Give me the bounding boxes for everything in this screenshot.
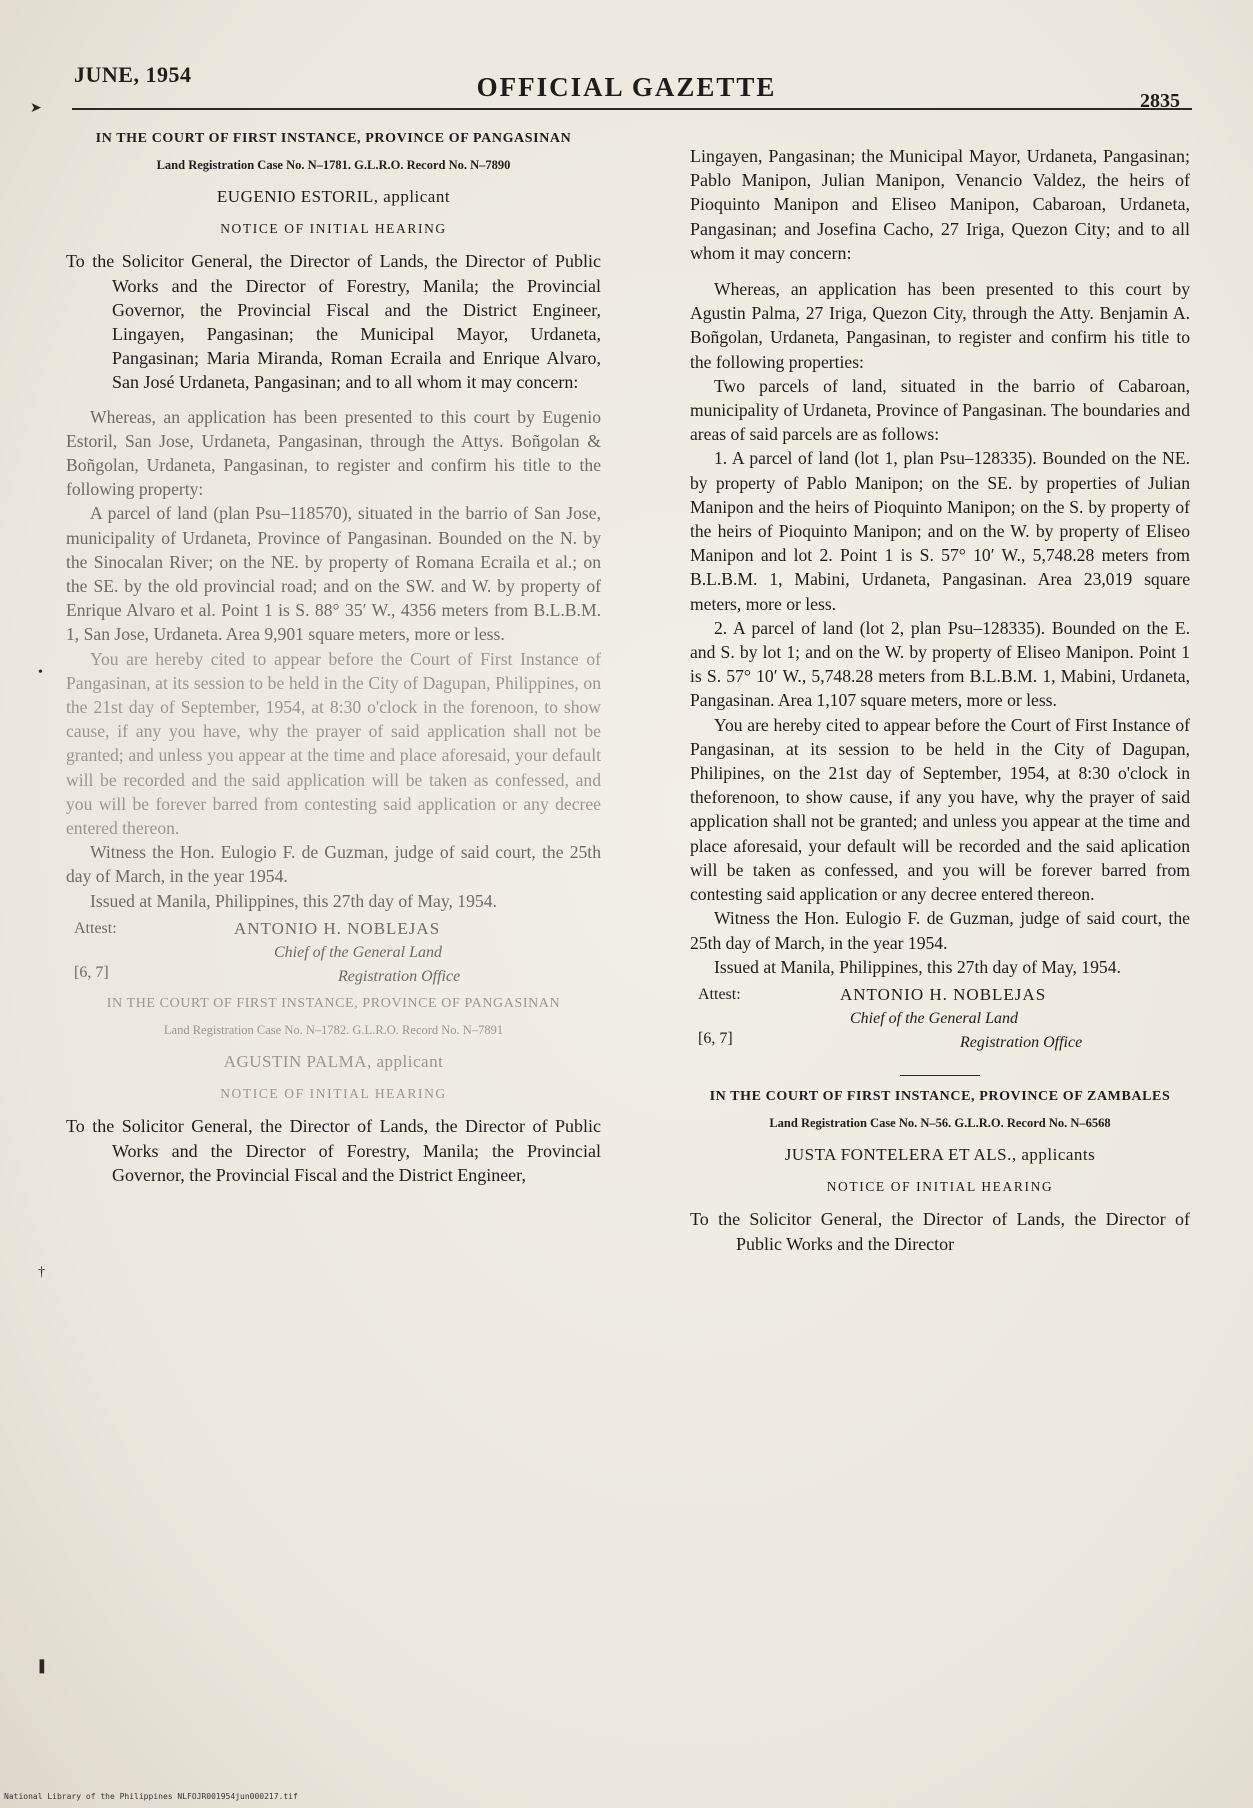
notice2-whereas: Whereas, an application has been presented to this court by Agustin Palma, 27 Iriga, Quezon City, through the Atty. Benjamin A. Boñgolan, Urdaneta, Pangasinan, to register and confirm his title to the following properties: [690, 279, 1190, 372]
issue-reference: [6, 7] [698, 1029, 733, 1047]
publication-title: OFFICIAL GAZETTE [476, 72, 777, 102]
notice1-issued: Issued at Manila, Philippines, this 27th day of May, 1954. [90, 890, 497, 911]
notice3-case-number: Land Registration Case No. N–56. G.L.R.O. Record No. N–6568 [769, 1115, 1111, 1130]
notice2-title: NOTICE OF INITIAL HEARING [220, 1086, 447, 1102]
notice1-case-number: Land Registration Case No. N–1781. G.L.R.O. Record No. N–7890 [156, 158, 511, 172]
notice-separator [900, 1075, 980, 1076]
notice1-parcel: A parcel of land (plan Psu–118570), situated in the barrio of San Jose, municipality of Urdaneta, Province of Pangasinan. Bounded on the N. by the Sinocalan River; on the NE. by property of Romana Ecraila et al.; on the SE. by the old provincial road; and on the SW. and W. by property of Enrique Alvaro et al. Point 1 is S. 88° 35′ W., 4356 meters from B.L.B.M. 1, San Jose, Urdaneta. Area 9,901 square meters, more or less. [66, 503, 601, 645]
margin-dagger-icon: † [38, 1265, 45, 1280]
notice1-citation: You are hereby cited to appear before the Court of First Instance of Pangasinan, at its session to be held in the City of Dagupan, Philippines, on the 21st day of September, 1954, at 8:30 o'clock in the forenoon, to show cause, if any you have, why the prayer of said application shall not be granted; and unless you appear at the time and place aforesaid, your default will be recorded and the said application will be taken as confessed, and you will be forever barred from contesting said application or any decree entered thereon. [66, 648, 601, 839]
notice2-court: IN THE COURT OF FIRST INSTANCE, PROVINCE OF PANGASINAN [106, 995, 561, 1011]
margin-tick-icon: ❚ [36, 1659, 48, 1674]
left-column [66, 130, 601, 1197]
notice2-addressees: To the Solicitor General, the Director of Lands, the Director of Public Works and the Director of Forestry, Manila; the Provincial Governor, the Provincial Fiscal and the District Engineer, [66, 1116, 601, 1185]
notice1-title: NOTICE OF INITIAL HEARING [220, 221, 447, 237]
notice2-attestation [690, 983, 1190, 1061]
notice1-attestation [66, 917, 601, 995]
margin-arrow-icon: ➤ [30, 101, 42, 116]
scan-footer: National Library of the Philippines NLFOJR001954jun000217.tif [4, 1792, 298, 1801]
notice2-parcel-2: 2. A parcel of land (lot 2, plan Psu–128335). Bounded on the E. and S. by lot 1; and on the W. by property of Eliseo Manipon. Point 1 is S. 57° 10′ W., 5,748.28 meters from B.L.B.M. 1, Mabini, Urdaneta, Pangasinan. Area 1,107 square meters, more or less. [690, 617, 1190, 711]
attest-name: ANTONIO H. NOBLEJAS [840, 984, 1047, 1004]
attest-label: Attest: [74, 919, 117, 937]
notice2-parcels-intro: Two parcels of land, situated in the barrio of Cabaroan, municipality of Urdaneta, Province of Pangasinan. The boundaries and areas of said parcels are as follows: [690, 375, 1190, 445]
notice3-title: NOTICE OF INITIAL HEARING [826, 1179, 1054, 1195]
notice1-whereas: Whereas, an application has been presented to this court by Eugenio Estoril, San Jose, Urdaneta, Pangasinan, through the Attys. Boñgolan & Boñgolan, Urdaneta, Pangasinan, to register and confirm his title to the following property: [66, 406, 601, 500]
attest-title-line1: Chief of the General Land [850, 1009, 1018, 1027]
notice1-body [66, 405, 601, 995]
issue-reference: [6, 7] [74, 963, 109, 981]
right-column [690, 144, 1190, 1266]
notice3-addressees: To the Solicitor General, the Director of Lands, the Director of Public Works and the Director [690, 1209, 1190, 1254]
notice1-witness: Witness the Hon. Eulogio F. de Guzman, judge of said court, the 25th day of March, in the year 1954. [66, 842, 601, 887]
margin-dot-icon: • [38, 665, 43, 680]
attest-title-line2: Registration Office [960, 1033, 1083, 1051]
notice2-parcel-1: 1. A parcel of land (lot 1, plan Psu–128335). Bounded on the NE. by property of Pablo Manipon; on the SE. by properties of Julian Manipon and the heirs of Pioquinto Manipon; on the S. by property of the heirs of Pioquinto Manipon; and on the W. by property of Eliseo Manipon and lot 2. Point 1 is S. 57° 10′ W., 5,748.28 meters from B.L.B.M. 1, Mabini, Urdaneta, Pangasinan. Area 23,019 square meters, more or less. [690, 448, 1190, 614]
attest-name: ANTONIO H. NOBLEJAS [234, 918, 441, 938]
notice2-citation: You are hereby cited to appear before the Court of First Instance of Pangasinan, at its session to be held in the City of Dagupan, Philipines, on the 21st day of September, 1954, at 8:30 o'clock in theforenoon, to show cause, if any you have, why the prayer of said application shall not be granted; and unless you appear at the time and place aforesaid, your default will be recorded and the said aplication will be taken as confessed, and you will be forever barred from contesting said application or any decree entered thereon. [690, 714, 1190, 905]
attest-label: Attest: [698, 985, 741, 1003]
header-rule [72, 108, 1192, 110]
notice2-case-number: Land Registration Case No. N–1782. G.L.R.O. Record No. N–7891 [163, 1022, 504, 1037]
notice3-court: IN THE COURT OF FIRST INSTANCE, PROVINCE OF ZAMBALES [709, 1088, 1171, 1104]
issue-date: JUNE, 1954 [74, 62, 192, 87]
page-number: 2835 [1140, 90, 1180, 112]
attest-title-line2: Registration Office [338, 967, 461, 985]
notice1-court: IN THE COURT OF FIRST INSTANCE, PROVINCE OF PANGASINAN [95, 131, 572, 146]
notice2-applicant: AGUSTIN PALMA, applicant [223, 1051, 444, 1071]
notice2-addressees-continued: Lingayen, Pangasinan; the Municipal Mayor, Urdaneta, Pangasinan; Pablo Manipon, Julian Manipon, Venancio Valdez, the heirs of Pioquinto Manipon and Eliseo Manipon, Cabaroan, Urdaneta, Pangasinan; and Josefina Cacho, 27 Iriga, Quezon City; and to all whom it may concern: [690, 146, 1190, 263]
notice3-applicant: JUSTA FONTELERA ET ALS., applicants [784, 1144, 1096, 1164]
notice1-addressees: To the Solicitor General, the Director of Lands, the Director of Public Works and the Director of Forestry, Manila; the Provincial Governor, the Provincial Fiscal and the District Engineer, Lingayen, Pangasinan; the Municipal Mayor, Urdaneta, Pangasinan; Maria Miranda, Roman Ecraila and Enrique Alvaro, San José Urdaneta, Pangasinan; and to all whom it may concern: [66, 251, 601, 393]
notice2-issued: Issued at Manila, Philippines, this 27th day of May, 1954. [714, 956, 1121, 977]
notice1-applicant: EUGENIO ESTORIL, applicant [216, 187, 451, 206]
attest-title-line1: Chief of the General Land [274, 943, 442, 961]
notice2-heading [66, 995, 601, 1106]
notice2-witness: Witness the Hon. Eulogio F. de Guzman, judge of said court, the 25th day of March, in the year 1954. [690, 908, 1190, 953]
